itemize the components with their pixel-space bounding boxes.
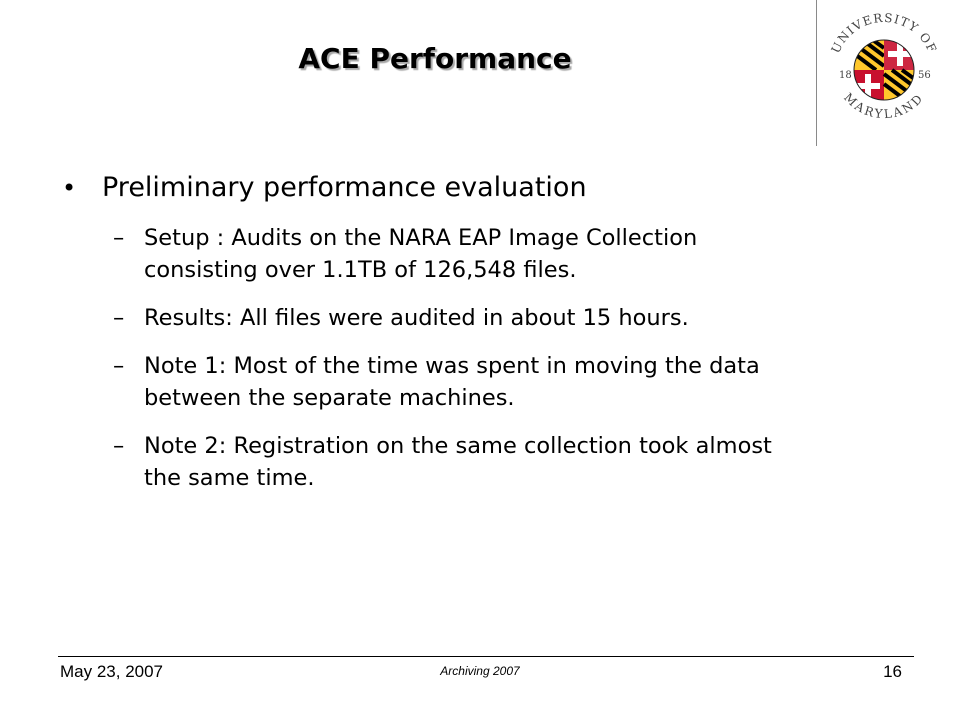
- logo-year-left: 18: [839, 70, 852, 81]
- footer-date: May 23, 2007: [60, 662, 164, 681]
- logo-top-text: UNIVERSITY OF: [828, 10, 940, 56]
- university-of-maryland-seal-icon: [822, 8, 946, 132]
- sub-bullet-text: Results: All files were audited in about 15 hours.: [144, 305, 689, 331]
- logo-divider: [816, 0, 817, 146]
- sub-bullet-text: Setup : Audits on the NARA EAP Image Collection consisting over 1.1TB of 126,548 files.: [144, 225, 698, 283]
- sub-bullet-results: [113, 302, 813, 334]
- logo-year-right: 56: [918, 70, 931, 81]
- sub-bullet-marker: –: [113, 353, 125, 379]
- slide-title: ACE Performance: [298, 42, 572, 75]
- bullet-marker: •: [62, 174, 77, 202]
- sub-bullet-marker: –: [113, 305, 125, 331]
- sub-bullet-note-1: [113, 350, 813, 414]
- footer-event: Archiving 2007: [440, 664, 520, 678]
- sub-bullet-marker: –: [113, 225, 125, 251]
- footer-divider: [58, 656, 914, 657]
- page-number: 16: [883, 662, 902, 681]
- main-bullet: [62, 170, 587, 206]
- sub-bullet-text: Note 2: Registration on the same collection took almost the same time.: [144, 433, 772, 491]
- sub-bullet-marker: –: [113, 433, 125, 459]
- sub-bullet-setup: [113, 222, 813, 286]
- logo-shield: [852, 38, 916, 102]
- sub-bullet-note-2: [113, 430, 813, 494]
- sub-bullet-text: Note 1: Most of the time was spent in moving the data between the separate machines.: [144, 353, 760, 411]
- sub-bullet-list: [113, 222, 813, 510]
- main-bullet-text: Preliminary performance evaluation: [102, 172, 587, 203]
- logo-bottom-text: MARYLAND: [841, 90, 927, 122]
